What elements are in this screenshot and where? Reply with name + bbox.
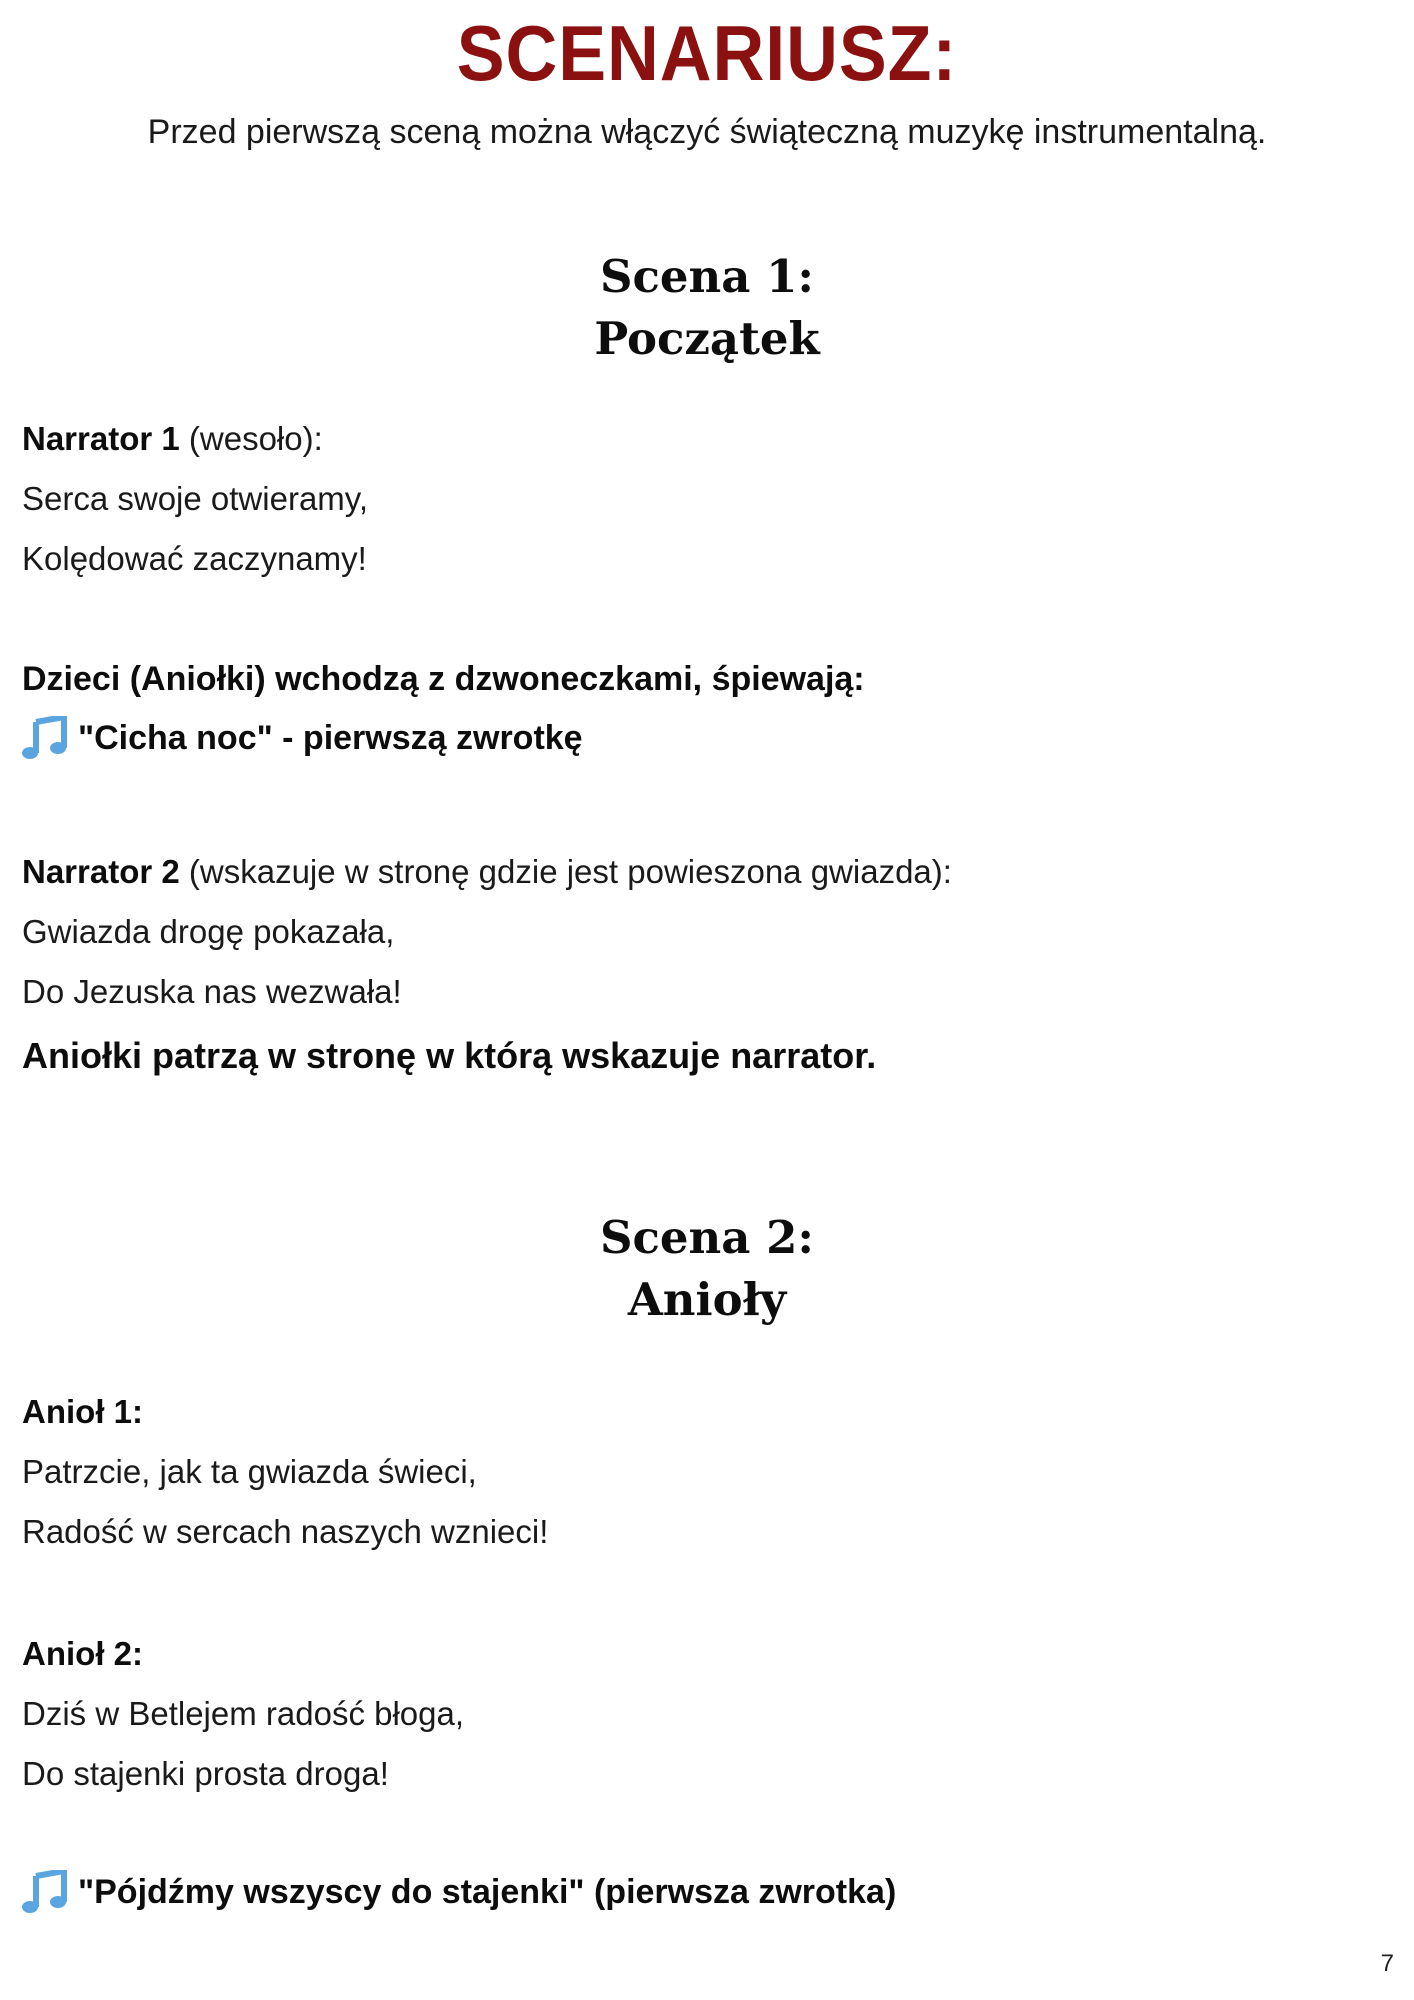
song-1-title: "Cicha noc" - pierwszą zwrotkę <box>78 718 583 757</box>
song-2 <box>22 1870 896 1914</box>
scene-1-name: Początek <box>594 312 820 365</box>
narrator-2-line-1: Gwiazda drogę pokazała, <box>22 913 395 950</box>
scene-2-label: Scena 2: <box>600 1211 814 1264</box>
narrator-1-note: (wesoło): <box>179 420 323 457</box>
angel-2-line-1: Dziś w Betlejem radość błoga, <box>22 1695 465 1732</box>
music-note-icon <box>22 1870 68 1914</box>
stage-direction-1: Dzieci (Aniołki) wchodzą z dzwoneczkami, śpiewają: <box>22 660 865 698</box>
narrator-1-heading <box>22 420 323 458</box>
angel-2-speaker: Anioł 2: <box>22 1635 143 1672</box>
song-1 <box>22 716 583 760</box>
page-title: SCENARIUSZ: <box>456 9 958 97</box>
angel-1-line-2: Radość w sercach naszych wznieci! <box>22 1513 549 1550</box>
narrator-1-speaker: Narrator 1 <box>22 420 180 457</box>
intro-text: Przed pierwszą sceną można włączyć świąteczną muzykę instrumentalną. <box>147 113 1267 151</box>
scene-1-label: Scena 1: <box>600 250 814 303</box>
narrator-2-line-2: Do Jezuska nas wezwała! <box>22 973 402 1010</box>
narrator-2-note: (wskazuje w stronę gdzie jest powieszona gwiazda): <box>179 853 952 890</box>
narrator-2-speaker: Narrator 2 <box>22 853 180 890</box>
narrator-1-line-2: Kolędować zaczynamy! <box>22 540 367 577</box>
angel-1-speaker: Anioł 1: <box>22 1393 143 1430</box>
scene-2-heading <box>0 1207 1414 1331</box>
narrator-2-heading <box>22 853 952 891</box>
narrator-1-line-1: Serca swoje otwieramy, <box>22 480 369 517</box>
scene-2-name: Anioły <box>627 1273 787 1326</box>
music-note-icon <box>22 716 68 760</box>
angel-1-line-1: Patrzcie, jak ta gwiazda świeci, <box>22 1453 477 1490</box>
page-number: 7 <box>1380 1950 1394 1977</box>
angel-2-line-2: Do stajenki prosta droga! <box>22 1755 389 1792</box>
song-2-title: "Pójdźmy wszyscy do stajenki" (pierwsza zwrotka) <box>78 1872 897 1911</box>
stage-direction-2: Aniołki patrzą w stronę w którą wskazuje narrator. <box>22 1035 877 1076</box>
scene-1-heading <box>0 246 1414 370</box>
